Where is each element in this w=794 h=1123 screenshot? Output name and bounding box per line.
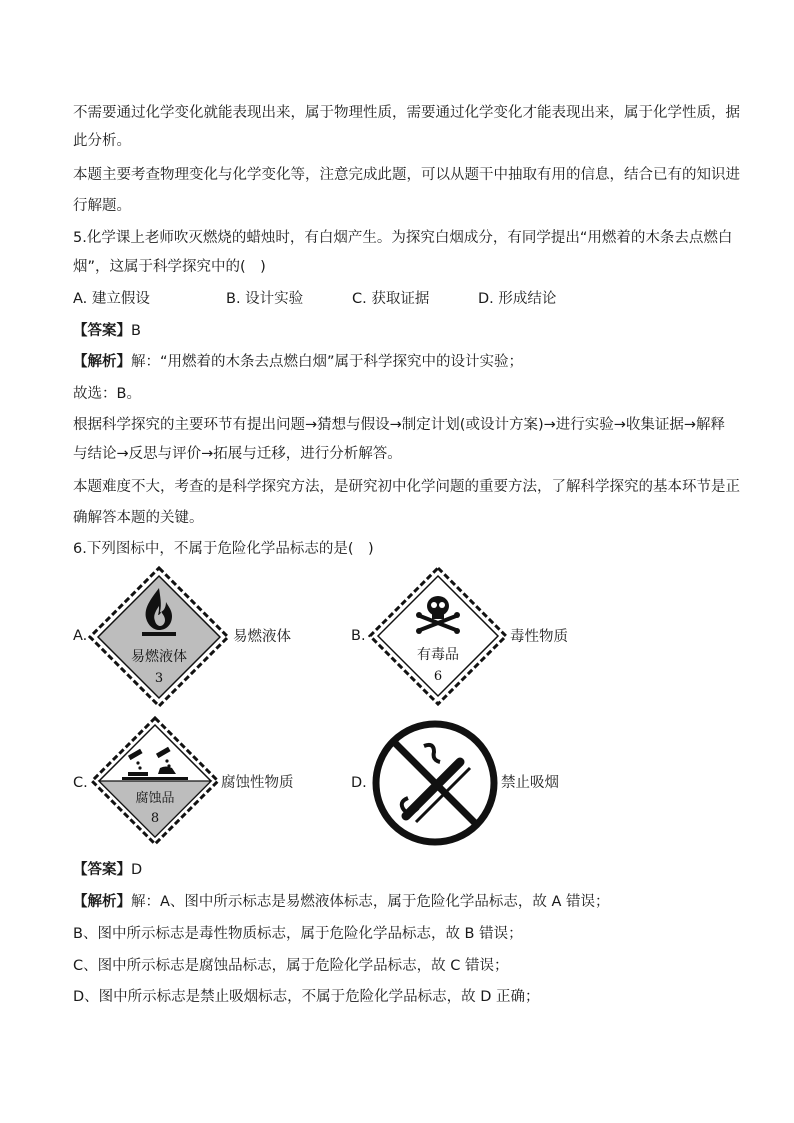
text-line: 不需要通过化学变化就能表现出来，属于物理性质，需要通过化学变化才能表现出来，属于化学性质，据	[73, 105, 740, 121]
explanation-text: 解：“用燃着的木条去点燃白烟”属于科学探究中的设计实验；	[131, 354, 524, 370]
q6-option-c-letter: C.	[73, 775, 88, 791]
text-line: 行解题。	[73, 198, 131, 214]
sign-number: 3	[154, 671, 164, 686]
question-5-stem: 烟”，这属于科学探究中的( )	[73, 259, 266, 275]
text-line: 故选：B。	[73, 386, 141, 402]
toxic-substance-sign	[368, 566, 508, 706]
q6-explanation-line	[73, 892, 610, 912]
question-6-stem: 6.下列图标中，不属于危险化学品标志的是( )	[73, 541, 374, 557]
q5-answer-line	[73, 321, 141, 341]
text-line: 确解答本题的关键。	[73, 510, 204, 526]
text-line: C、图中所示标志是腐蚀品标志，属于危险化学品标志，故 C 错误；	[73, 958, 509, 974]
q6-option-c-caption: 腐蚀性物质	[221, 775, 294, 791]
answer-tag: 【答案】	[73, 862, 131, 878]
explanation-tag: 【解析】	[73, 894, 131, 910]
q6-option-b-letter: B.	[351, 628, 366, 644]
q5-option-c: C. 获取证据	[352, 291, 430, 307]
q6-answer-line	[73, 860, 142, 880]
text-line: 此分析。	[73, 133, 131, 149]
q5-option-d: D. 形成结论	[478, 291, 557, 307]
text-line: 根据科学探究的主要环节有提出问题→猜想与假设→制定计划(或设计方案)→进行实验→收集证据→解释	[73, 417, 726, 433]
q6-option-a-letter: A.	[73, 628, 88, 644]
q5-answer: B	[131, 323, 141, 339]
q5-option-a: A. 建立假设	[73, 291, 150, 307]
corrosive-substance-sign	[90, 716, 220, 846]
sign-text: 易燃液体	[131, 649, 187, 665]
text-line: 与结论→反思与评价→拓展与迁移，进行分析解答。	[73, 446, 402, 462]
no-smoking-icon	[376, 724, 494, 842]
no-smoking-sign	[370, 718, 500, 848]
q6-option-d-letter: D.	[351, 775, 367, 791]
text-line: B、图中所示标志是毒性物质标志，属于危险化学品标志，故 B 错误；	[73, 926, 523, 942]
q5-explanation-line	[73, 352, 523, 372]
q5-option-b: B. 设计实验	[226, 291, 304, 307]
text-line: 本题主要考查物理变化与化学变化等，注意完成此题，可以从题干中抽取有用的信息，结合已有的知识进	[73, 167, 740, 183]
text-line: D、图中所示标志是禁止吸烟标志，不属于危险化学品标志，故 D 正确；	[73, 989, 540, 1005]
q6-option-d-caption: 禁止吸烟	[501, 775, 559, 791]
flammable-liquid-sign	[88, 566, 230, 708]
question-5-stem: 5.化学课上老师吹灭燃烧的蜡烛时，有白烟产生。为探究白烟成分，有同学提出“用燃着的木条去点燃白	[73, 230, 733, 246]
text-line: 本题难度不大，考查的是科学探究方法，是研究初中化学问题的重要方法，了解科学探究的基本环节是正	[73, 479, 740, 495]
sign-text: 有毒品	[417, 647, 459, 663]
sign-number: 8	[150, 811, 160, 826]
sign-text: 腐蚀品	[135, 791, 175, 806]
explanation-text: 解：A、图中所示标志是易燃液体标志，属于危险化学品标志，故 A 错误；	[131, 894, 610, 910]
q6-option-a-caption: 易燃液体	[233, 629, 291, 645]
sign-number: 6	[433, 669, 443, 684]
q6-option-b-caption: 毒性物质	[510, 629, 568, 645]
explanation-tag: 【解析】	[73, 354, 131, 370]
answer-tag: 【答案】	[73, 323, 131, 339]
q6-answer: D	[131, 862, 143, 878]
